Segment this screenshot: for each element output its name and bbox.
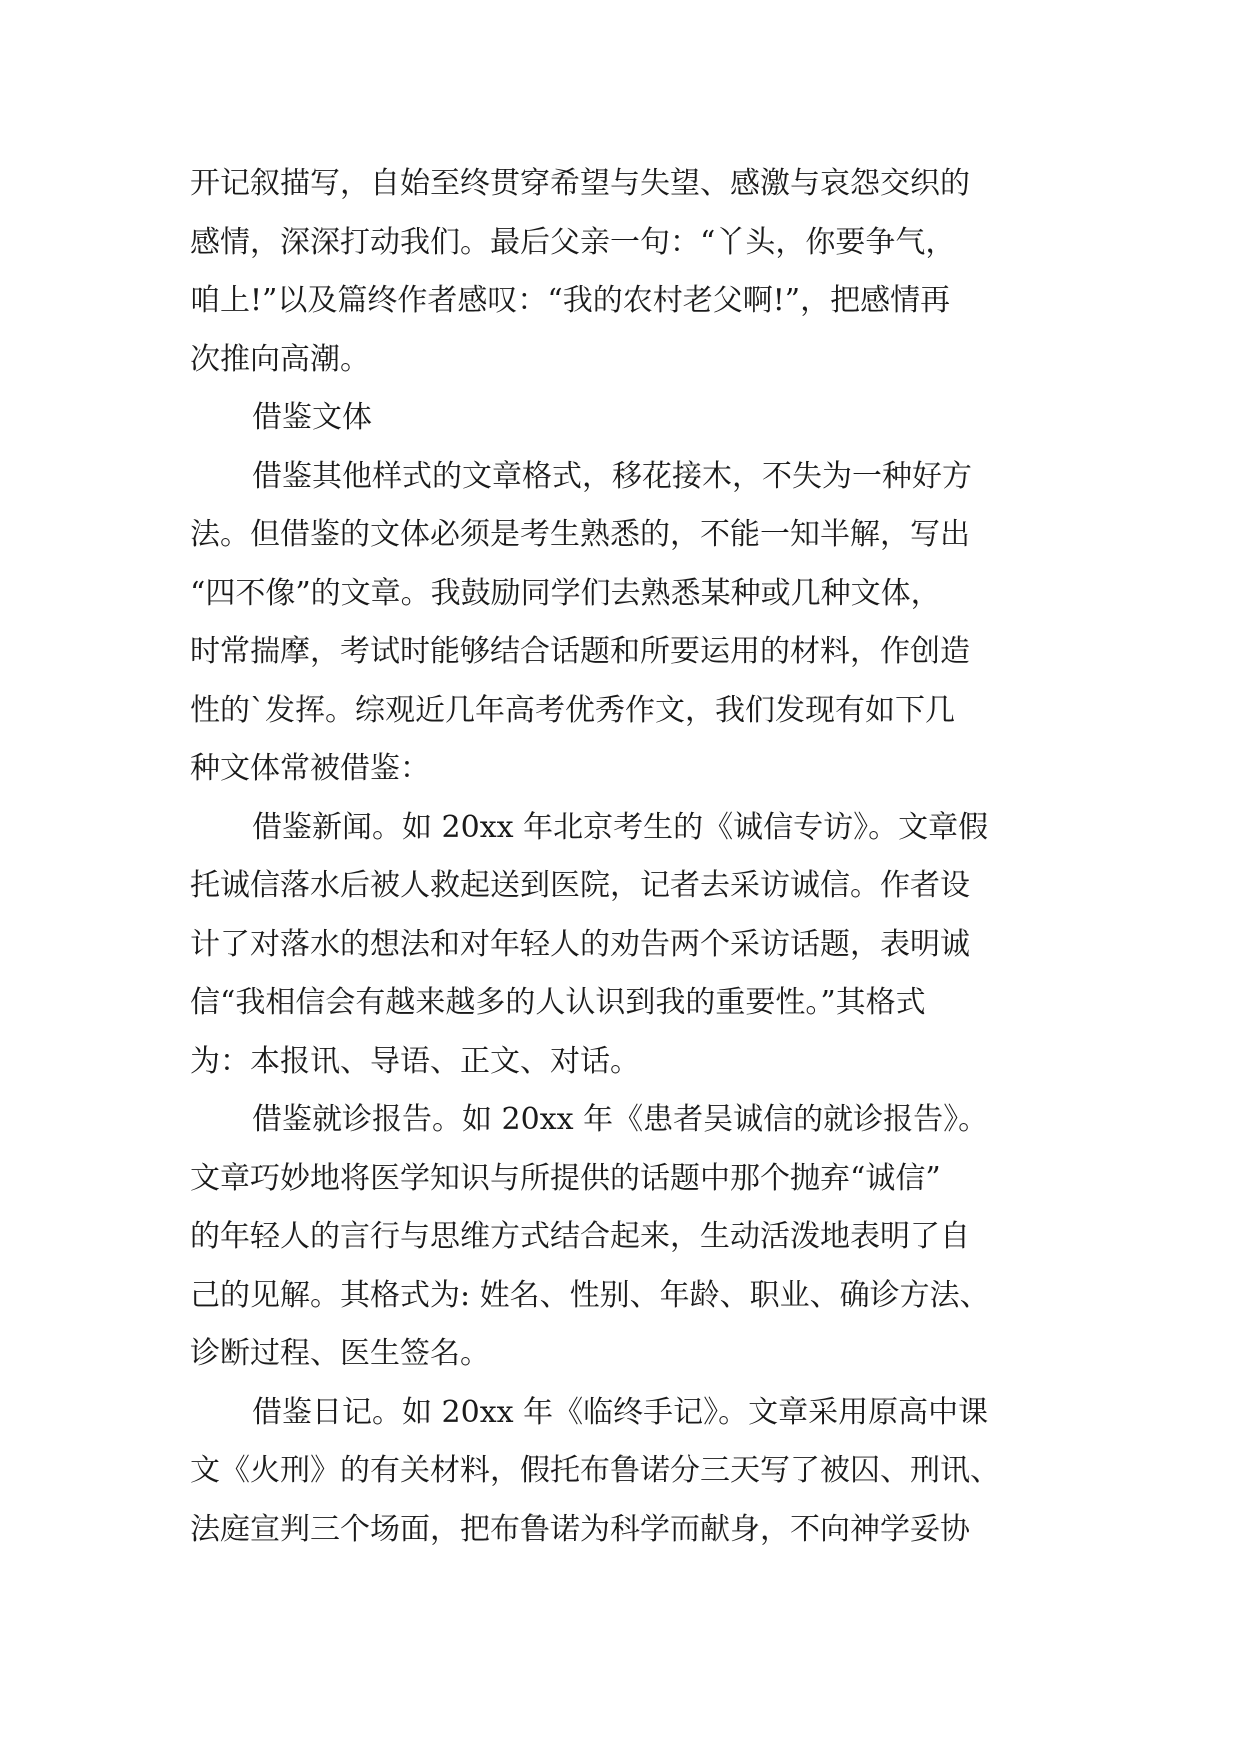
text-line: 咱上!”以及篇终作者感叹：“我的农村老父啊!”，把感情再 [190,283,951,318]
text-line: 性的`发挥。综观近几年高考优秀作文，我们发现有如下几 [190,692,955,728]
text-line: 信“我相信会有越来越多的人认识到我的重要性。”其格式 [190,985,926,1020]
text-line: 次推向高潮。 [190,341,370,377]
text-line: 计了对落水的想法和对年轻人的劝告两个采访话题，表明诚 [190,926,970,962]
text-line: 借鉴就诊报告。如 20xx 年《患者吴诚信的就诊报告》。 [252,1102,989,1137]
text-line: 己的见解。其格式为: 姓名、性别、年龄、职业、确诊方法、 [190,1277,990,1313]
text-line: 的年轻人的言行与思维方式结合起来，生动活泼地表明了自 [190,1219,970,1254]
text-line: 法庭宣判三个场面，把布鲁诺为科学而献身，不向神学妥协 [190,1511,970,1547]
text-line: 借鉴日记。如 20xx 年《临终手记》。文章采用原高中课 [252,1394,989,1430]
text-line: “四不像”的文章。我鼓励同学们去熟悉某种或几种文体， [190,575,941,611]
body-text [190,155,1050,1559]
text-line: 文《火刑》的有关材料，假托布鲁诺分三天写了被囚、刑讯、 [190,1453,1000,1488]
text-line: 借鉴其他样式的文章格式，移花接木，不失为一种好方 [252,458,972,494]
text-line: 借鉴新闻。如 20xx 年北京考生的《诚信专访》。文章假 [252,809,989,845]
text-line: 诊断过程、医生签名。 [190,1336,490,1371]
text-line: 开记叙描写，自始至终贯穿希望与失望、感激与哀怨交织的 [190,166,970,201]
section-heading: 借鉴文体 [252,400,372,435]
text-line: 法。但借鉴的文体必须是考生熟悉的，不能一知半解，写出 [190,517,970,552]
text-line: 种文体常被借鉴： [190,751,430,786]
text-line: 为：本报讯、导语、正文、对话。 [190,1043,640,1079]
text-line: 文章巧妙地将医学知识与所提供的话题中那个抛弃“诚信” [190,1160,941,1196]
text-line: 托诚信落水后被人救起送到医院，记者去采访诚信。作者设 [190,868,970,903]
text-line: 感情，深深打动我们。最后父亲一句：“丫头，你要争气， [190,224,956,260]
text-line: 时常揣摩，考试时能够结合话题和所要运用的材料，作创造 [190,634,970,669]
